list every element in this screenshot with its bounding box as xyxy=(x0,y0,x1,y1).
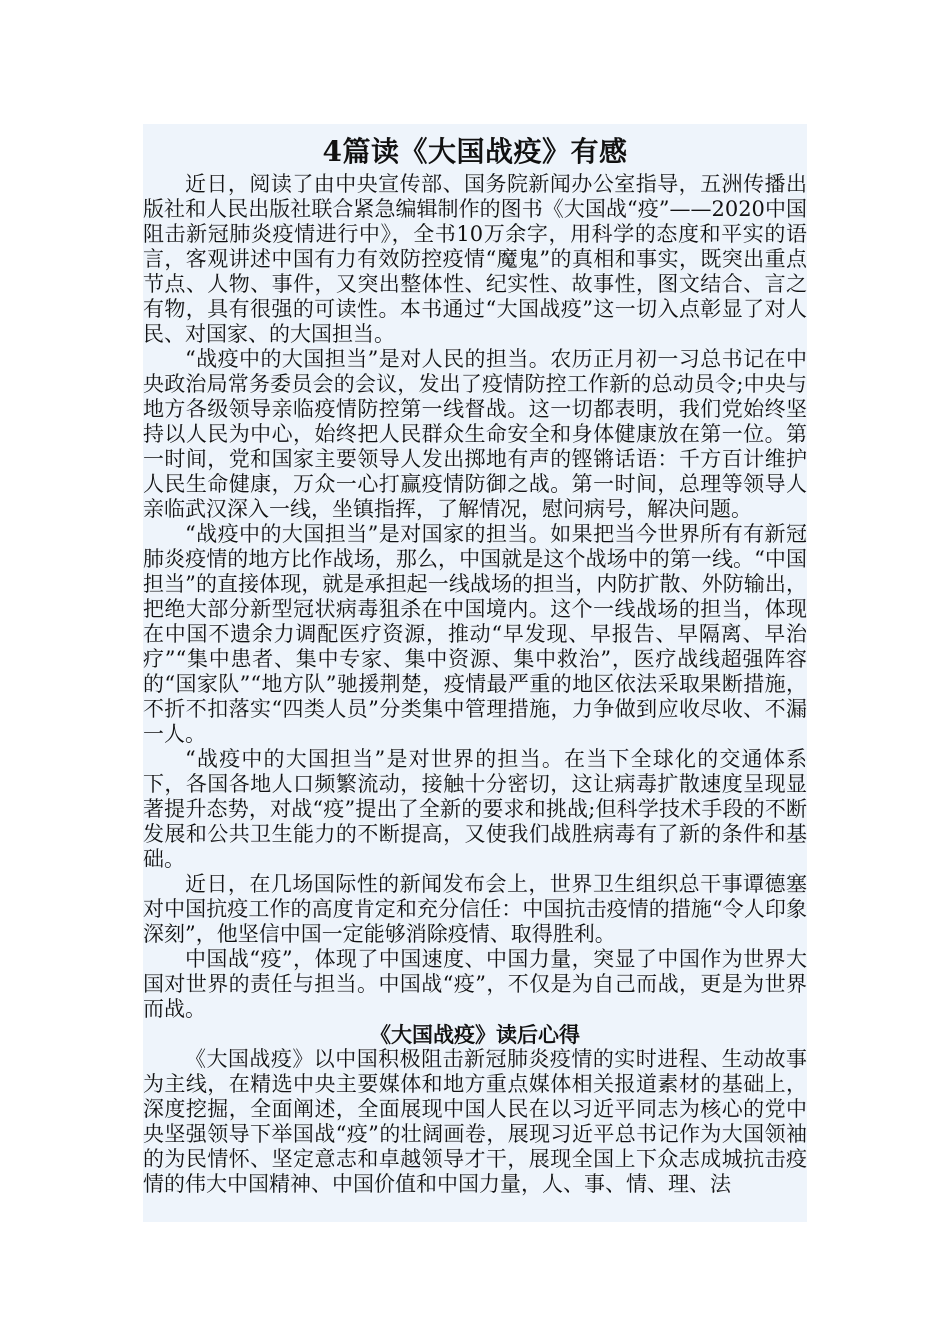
paragraph-4: “战疫中的大国担当”是对世界的担当。在当下全球化的交通体系下，各国各地人口频繁流动，接触十分密切，这让病毒扩散速度呈现显著提升态势，对战“疫”提出了全新的要求和挑战;但科学技术手段的不断发展和公共卫生能力的不断提高，又使我们战胜病毒有了新的条件和基础。 xyxy=(143,747,807,871)
paragraph-7: 《大国战疫》以中国积极阻击新冠肺炎疫情的实时进程、生动故事为主线，在精选中央主要媒体和地方重点媒体相关报道素材的基础上，深度挖掘，全面阐述，全面展现中国人民在以习近平同志为核心的党中央坚强领导下举国战“疫”的壮阔画卷，展现习近平总书记作为大国领袖的为民情怀、坚定意志和卓越领导才干，展现全国上下众志成城抗击疫情的伟大中国精神、中国价值和中国力量，人、事、情、理、法 xyxy=(143,1047,807,1196)
document-body xyxy=(143,124,807,1197)
paragraph-6: 中国战“疫”，体现了中国速度、中国力量，突显了中国作为世界大国对世界的责任与担当。中国战“疫”，不仅是为自己而战，更是为世界而战。 xyxy=(143,947,807,1021)
paragraph-2: “战疫中的大国担当”是对人民的担当。农历正月初一习总书记在中央政治局常务委员会的会议，发出了疫情防控工作新的总动员令;中央与地方各级领导亲临疫情防控第一线督战。这一切都表明，我们党始终坚持以人民为中心，始终把人民群众生命安全和身体健康放在第一位。第一时间，党和国家主要领导人发出掷地有声的铿锵话语：千方百计维护人民生命健康，万众一心打赢疫情防御之战。第一时间，总理等领导人亲临武汉深入一线，坐镇指挥，了解情况，慰问病号，解决问题。 xyxy=(143,347,807,521)
paragraph-5: 近日，在几场国际性的新闻发布会上，世界卫生组织总干事谭德塞对中国抗疫工作的高度肯定和充分信任：中国抗击疫情的措施“令人印象深刻”，他坚信中国一定能够消除疫情、取得胜利。 xyxy=(143,872,807,946)
document-title: 4篇读《大国战疫》有感 xyxy=(322,135,628,168)
paragraph-1: 近日，阅读了由中央宣传部、国务院新闻办公室指导，五洲传播出版社和人民出版社联合紧急编辑制作的图书《大国战“疫”——2020中国阻击新冠肺炎疫情进行中》，全书10万余字，用科学的态度和平实的语言，客观讲述中国有力有效防控疫情“魔鬼”的真相和事实，既突出重点节点、人物、事件，又突出整体性、纪实性、故事性，图文结合、言之有物，具有很强的可读性。本书通过“大国战疫”这一切入点彰显了对人民、对国家、的大国担当。 xyxy=(143,172,807,346)
paragraph-3: “战疫中的大国担当”是对国家的担当。如果把当今世界所有有新冠肺炎疫情的地方比作战场，那么，中国就是这个战场中的第一线。“中国担当”的直接体现，就是承担起一线战场的担当，内防扩散、外防输出，把绝大部分新型冠状病毒狙杀在中国境内。这个一线战场的担当，体现在中国不遗余力调配医疗资源，推动“早发现、早报告、早隔离、早治疗”“集中患者、集中专家、集中资源、集中救治”，医疗战线超强阵容的“国家队”“地方队”驰援荆楚，疫情最严重的地区依法采取果断措施，不折不扣落实“四类人员”分类集中管理措施，力争做到应收尽收、不漏一人。 xyxy=(143,522,807,746)
section-subtitle: 《大国战疫》读后心得 xyxy=(370,1022,580,1047)
